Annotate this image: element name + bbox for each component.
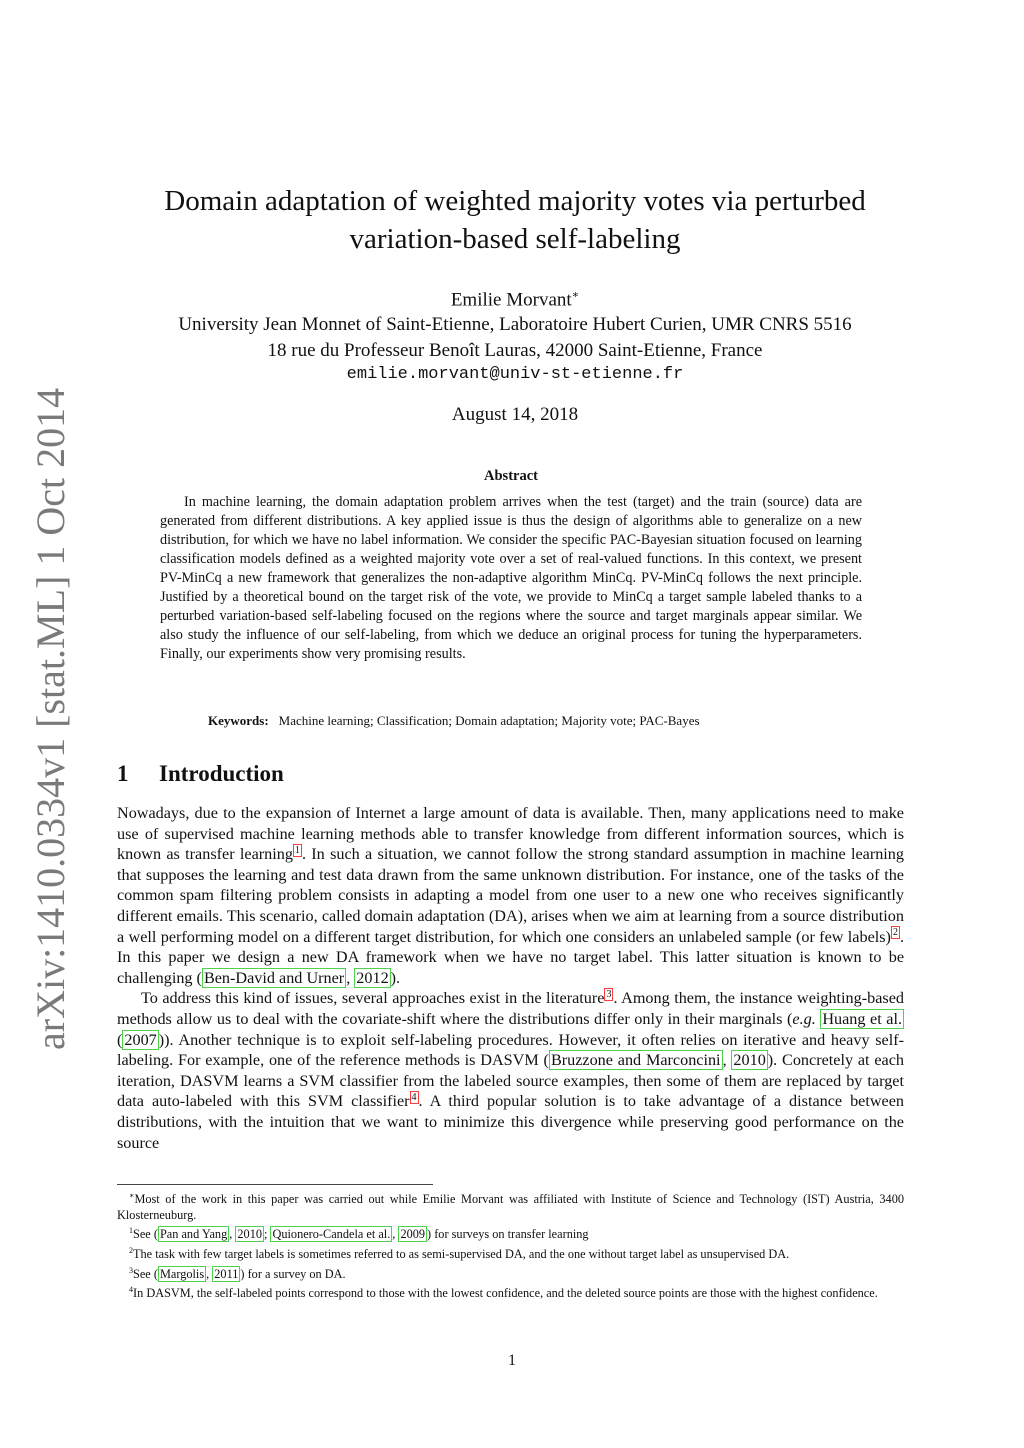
citation-ben-david-urner[interactable]: Ben-David and Urner bbox=[203, 968, 345, 987]
text-run: ( bbox=[117, 1030, 123, 1049]
footnote-text: Most of the work in this paper was carried out while Emilie Morvant was affiliated with Institute of Science and Technology (IST) Austria, 3400 Klosterneuburg. bbox=[117, 1192, 904, 1222]
author-email[interactable]: emilie.morvant@univ-st-etienne.fr bbox=[346, 365, 684, 385]
footnote-4 bbox=[117, 1282, 904, 1302]
keywords bbox=[208, 713, 700, 729]
arxiv-stamp bbox=[0, 0, 100, 1448]
footnote-text: See ( bbox=[133, 1227, 158, 1242]
citation-margolis-year[interactable]: 2011 bbox=[214, 1266, 239, 1281]
footnote-link-1[interactable]: 1 bbox=[294, 844, 300, 856]
text-run: , bbox=[722, 1051, 732, 1070]
citation-bruzzone-marconcini-year[interactable]: 2010 bbox=[733, 1051, 766, 1070]
text-run: . Among them, the instance weighting-based methods allow us to deal with the covariate-shift where the distributions differ only in their marginals ( bbox=[117, 989, 904, 1028]
text-run: . In such a situation, we cannot follow the strong standard assumption in machine learning that supposes the learning and test data drawn from the same unknown distribution. For instance, one of the tasks of the common spam filtering problem consists in adapting a model from one user to a new one who receives significantly different emails. This scenario, called domain adaptation (DA), arises when we aim at learning from a source distribution a well performing model on a different target distribution, for which one considers an unlabeled sample (or few labels) bbox=[117, 845, 904, 946]
footnote-text: , bbox=[392, 1227, 399, 1242]
paper-title-line-1: Domain adaptation of weighted majority votes via perturbed bbox=[164, 185, 866, 217]
footnote-text: ; bbox=[263, 1227, 271, 1242]
footnote-mark: 2 bbox=[129, 1245, 133, 1255]
footnote-mark: 4 bbox=[129, 1285, 133, 1295]
footnote-text: ) for surveys on transfer learning bbox=[427, 1227, 589, 1242]
citation-pan-yang-year[interactable]: 2010 bbox=[237, 1227, 262, 1242]
section-heading bbox=[117, 761, 284, 787]
section-number: 1 bbox=[117, 761, 129, 786]
footnote-3 bbox=[117, 1263, 904, 1283]
footnote-link-2[interactable]: 2 bbox=[892, 927, 898, 939]
body-text bbox=[117, 803, 904, 1153]
keywords-label: Keywords: bbox=[208, 713, 269, 728]
footnote-link-4[interactable]: 4 bbox=[411, 1091, 417, 1103]
citation-quionero-candela[interactable]: Quionero-Candela et al. bbox=[272, 1227, 391, 1242]
text-run: . A third popular solution is to take advantage of a distance between distributions, with the intuition that we want to minimize this divergence while preserving good performance on the source bbox=[117, 1092, 904, 1152]
footnote-text: In DASVM, the self-labeled points correspond to those with the lowest confidence, and the deleted source points are those with the highest confidence. bbox=[133, 1286, 878, 1301]
section-title: Introduction bbox=[159, 761, 284, 786]
text-run: Nowadays, due to the expansion of Internet a large amount of data is available. Then, many applications need to make use of supervised machine learning methods able to transfer knowledge from different information sources, which is known as transfer learning bbox=[117, 804, 904, 864]
affiliation-line-2: 18 rue du Professeur Benoît Lauras, 42000 Saint-Etienne, France bbox=[267, 340, 763, 362]
text-run: ). Concretely at each iteration, DASVM learns a SVM classifier from the labeled source examples, then some of them are replaced by target data auto-labeled with this SVM classifier bbox=[117, 1051, 904, 1111]
footnote-rule bbox=[117, 1184, 433, 1185]
citation-margolis[interactable]: Margolis bbox=[159, 1266, 205, 1281]
text-run: , bbox=[346, 968, 355, 987]
citation-bruzzone-marconcini[interactable]: Bruzzone and Marconcini bbox=[550, 1051, 721, 1070]
footnote-star bbox=[117, 1188, 904, 1223]
author-text: Emilie Morvant bbox=[450, 289, 572, 311]
footnote-text: See ( bbox=[133, 1266, 158, 1281]
footnote-mark: 1 bbox=[129, 1226, 133, 1236]
abstract-text: In machine learning, the domain adaptation problem arrives when the test (target) and the train (source) data are generated from different distributions. A key applied issue is thus the design of algorithms able to generalize on a new distribution, for which we have no label information. We consider the specific PAC-Bayesian situation focused on learning classification models defined as a weighted majority vote over a set of real-valued functions. In this context, we present PV-MinCq a new framework that generalizes the non-adaptive algorithm MinCq. PV-MinCq follows the next principle. Justified by a theoretical bound on the target risk of the vote, we provide to MinCq a target sample labeled thanks to a perturbed variation-based self-labeling focused on the regions where the source and target marginals appear similar. We also study the influence of our self-labeling, from which we deduce an original process for tuning the hyperparameters. Finally, our experiments show very promising results. bbox=[160, 494, 862, 662]
footnote-text: ) for a survey on DA. bbox=[240, 1266, 346, 1281]
footnote-mark: ∗ bbox=[129, 1191, 135, 1200]
text-run: . In this paper we design a new DA framework when we have no target label. This latter situation is known to be challenging ( bbox=[117, 927, 904, 987]
footnote-text: The task with few target labels is sometimes referred to as semi-supervised DA, and the one without target label as unsupervised DA. bbox=[133, 1247, 790, 1262]
footnote-mark: 3 bbox=[129, 1265, 133, 1275]
citation-huang[interactable]: Huang et al. bbox=[822, 1009, 903, 1028]
page-number: 1 bbox=[508, 1352, 516, 1369]
citation-pan-yang[interactable]: Pan and Yang bbox=[159, 1227, 228, 1242]
text-run: To address this kind of issues, several approaches exist in the literature bbox=[141, 989, 605, 1008]
citation-huang-year[interactable]: 2007 bbox=[124, 1030, 157, 1049]
citation-quionero-candela-year[interactable]: 2009 bbox=[400, 1227, 426, 1242]
text-run: ). bbox=[390, 968, 401, 987]
footnote-text: , bbox=[206, 1266, 213, 1281]
title-block bbox=[120, 182, 910, 426]
arxiv-identifier: arXiv:1410.0334v1 [stat.ML] 1 Oct 2014 bbox=[28, 387, 73, 1050]
paragraph-2 bbox=[117, 988, 904, 1153]
paper-date: August 14, 2018 bbox=[451, 404, 579, 426]
author-name bbox=[120, 288, 910, 311]
eg-italic: e.g. bbox=[792, 1009, 816, 1028]
citation-ben-david-urner-year[interactable]: 2012 bbox=[356, 968, 389, 987]
footnote-1 bbox=[117, 1223, 904, 1243]
paper-title-line-2: variation-based self-labeling bbox=[349, 223, 681, 255]
author-footnote-mark[interactable]: ∗ bbox=[571, 289, 580, 301]
keywords-list: Machine learning; Classification; Domain adaptation; Majority vote; PAC-Bayes bbox=[278, 713, 700, 728]
footnote-2 bbox=[117, 1243, 904, 1263]
paragraph-1 bbox=[117, 803, 904, 988]
footnotes bbox=[117, 1188, 904, 1302]
abstract bbox=[160, 468, 862, 664]
text-run: )). Another technique is to exploit self-labeling procedures. However, it often relies on iterative and heavy self-labeling. For example, one of the reference methods is DASVM ( bbox=[117, 1030, 904, 1070]
affiliation-line-1: University Jean Monnet of Saint-Etienne, Laboratoire Hubert Curien, UMR CNRS 5516 bbox=[178, 314, 852, 336]
footnote-text: , bbox=[229, 1227, 236, 1242]
abstract-heading: Abstract bbox=[484, 468, 538, 484]
footnote-link-3[interactable]: 3 bbox=[606, 988, 612, 1000]
